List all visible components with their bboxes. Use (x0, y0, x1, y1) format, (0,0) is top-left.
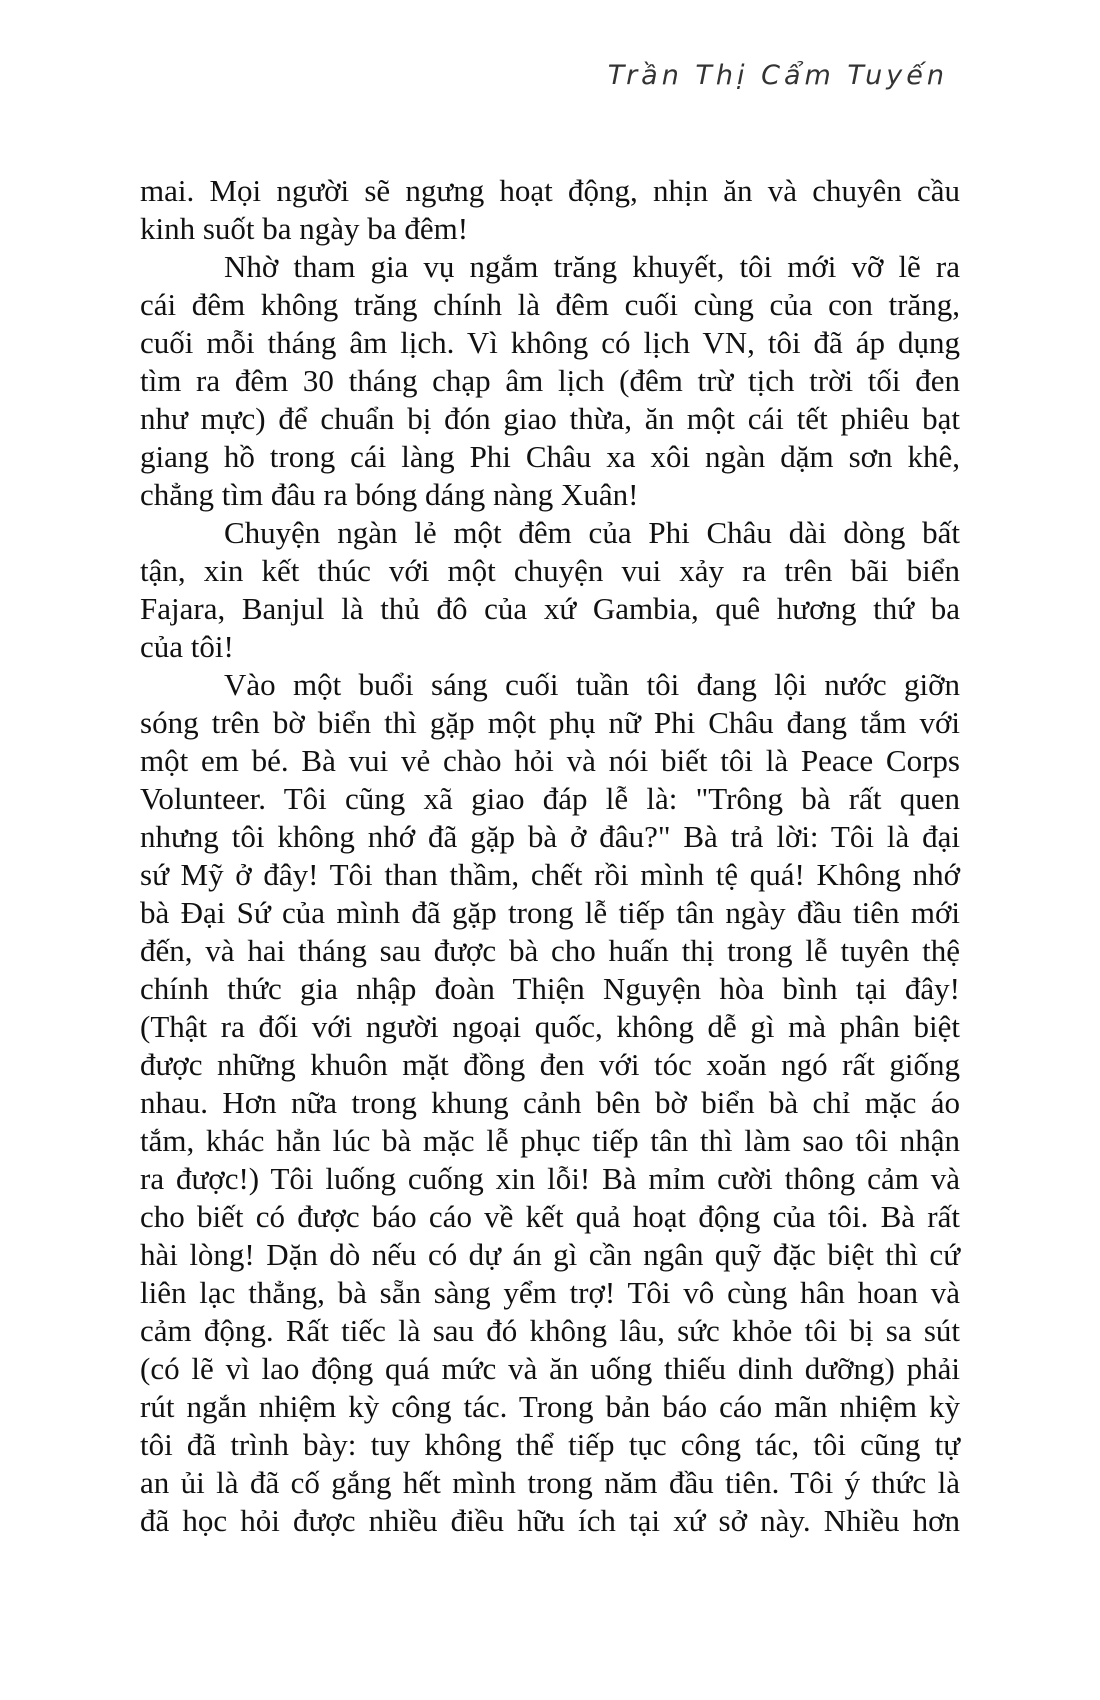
text-line: tìm ra đêm 30 tháng chạp âm lịch (đêm trừ tịch trời tối đen (140, 363, 960, 398)
text-line: đã học hỏi được nhiều điều hữu ích tại xứ sở này. Nhiều hơn (140, 1503, 960, 1538)
text-line: ra được!) Tôi luống cuống xin lỗi! Bà mỉm cười thông cảm và (140, 1161, 960, 1196)
running-header-author: Trần Thị Cẩm Tuyến (607, 60, 948, 91)
text-line: sóng trên bờ biển thì gặp một phụ nữ Phi Châu đang tắm với (140, 705, 960, 740)
text-line: tận, xin kết thúc với một chuyện vui xảy ra trên bãi biển (140, 553, 960, 588)
text-line: Volunteer. Tôi cũng xã giao đáp lễ là: "Trông bà rất quen (140, 781, 960, 816)
text-line: hài lòng! Dặn dò nếu có dự án gì cần ngân quỹ đặc biệt thì cứ (140, 1237, 960, 1272)
text-line: (có lẽ vì lao động quá mức và ăn uống thiếu dinh dưỡng) phải (140, 1351, 960, 1386)
text-line: nhưng tôi không nhớ đã gặp bà ở đâu?" Bà trả lời: Tôi là đại (140, 819, 960, 854)
text-line: bà Đại Sứ của mình đã gặp trong lễ tiếp tân ngày đầu tiên mới (140, 895, 960, 930)
text-line: sứ Mỹ ở đây! Tôi than thầm, chết rồi mình tệ quá! Không nhớ (140, 857, 960, 892)
text-line: (Thật ra đối với người ngoại quốc, không dễ gì mà phân biệt (140, 1009, 960, 1044)
text-line: chẳng tìm đâu ra bóng dáng nàng Xuân! (140, 477, 639, 512)
text-line: của tôi! (140, 629, 234, 664)
text-line: tắm, khác hẳn lúc bà mặc lễ phục tiếp tân thì làm sao tôi nhận (140, 1123, 960, 1158)
text-line: cái đêm không trăng chính là đêm cuối cùng của con trăng, (140, 287, 960, 322)
text-line: một em bé. Bà vui vẻ chào hỏi và nói biết tôi là Peace Corps (140, 743, 960, 778)
text-line: Chuyện ngàn lẻ một đêm của Phi Châu dài dòng bất (224, 515, 960, 550)
text-line: liên lạc thẳng, bà sẵn sàng yểm trợ! Tôi vô cùng hân hoan và (140, 1275, 960, 1310)
text-line: chính thức gia nhập đoàn Thiện Nguyện hòa bình tại đây! (140, 971, 960, 1006)
body-text (140, 172, 960, 1540)
text-line: Nhờ tham gia vụ ngắm trăng khuyết, tôi mới vỡ lẽ ra (224, 249, 960, 284)
text-line: tôi đã trình bày: tuy không thể tiếp tục công tác, tôi cũng tự (140, 1427, 960, 1462)
text-line: Fajara, Banjul là thủ đô của xứ Gambia, quê hương thứ ba (140, 591, 960, 626)
text-line: mai. Mọi người sẽ ngưng hoạt động, nhịn ăn và chuyên cầu (140, 173, 960, 208)
text-line: rút ngắn nhiệm kỳ công tác. Trong bản báo cáo mãn nhiệm kỳ (140, 1389, 960, 1424)
text-line: cuối mỗi tháng âm lịch. Vì không có lịch VN, tôi đã áp dụng (140, 325, 960, 360)
text-line: nhau. Hơn nữa trong khung cảnh bên bờ biển bà chỉ mặc áo (140, 1085, 960, 1120)
text-line: như mực) để chuẩn bị đón giao thừa, ăn một cái tết phiêu bạt (140, 401, 960, 436)
text-line: kinh suốt ba ngày ba đêm! (140, 211, 469, 246)
text-line: cảm động. Rất tiếc là sau đó không lâu, sức khỏe tôi bị sa sút (140, 1313, 960, 1348)
text-line: Vào một buổi sáng cuối tuần tôi đang lội nước giỡn (224, 667, 960, 702)
text-line: an ủi là đã cố gắng hết mình trong năm đầu tiên. Tôi ý thức là (140, 1465, 960, 1500)
text-line: giang hồ trong cái làng Phi Châu xa xôi ngàn dặm sơn khê, (140, 439, 960, 474)
text-line: đến, và hai tháng sau được bà cho huấn thị trong lễ tuyên thệ (140, 933, 960, 968)
text-line: được những khuôn mặt đồng đen với tóc xoăn ngó rất giống (140, 1047, 960, 1082)
text-line: cho biết có được báo cáo về kết quả hoạt động của tôi. Bà rất (140, 1199, 960, 1234)
